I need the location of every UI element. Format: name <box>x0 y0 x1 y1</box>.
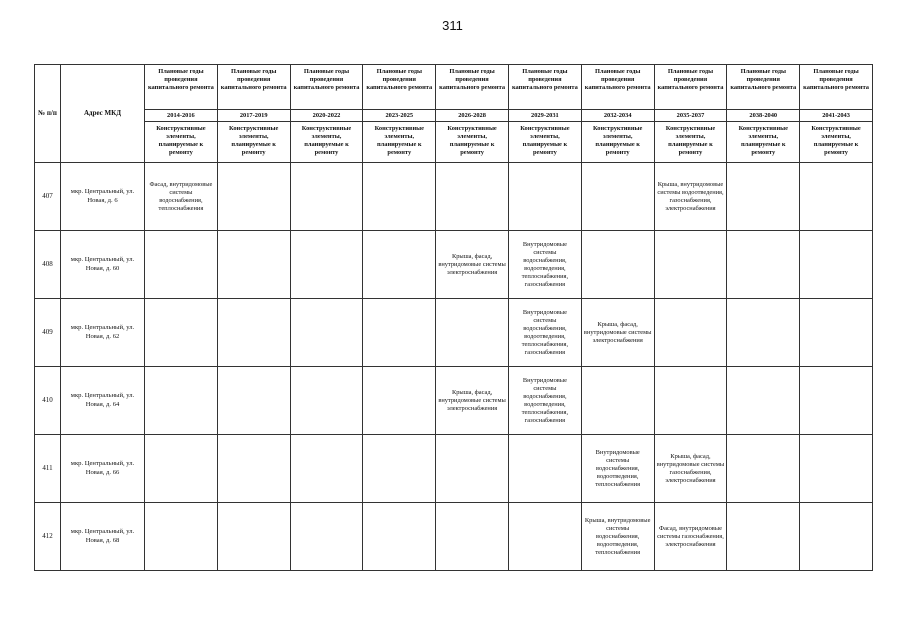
repair-elements-cell: Крыша, фасад, внутридомовые системы электроснабжения <box>436 231 509 299</box>
repair-elements-cell <box>508 435 581 503</box>
repair-elements-cell: Фасад, внутридомовые системы газоснабжения, электроснабжения <box>654 503 727 571</box>
repair-elements-cell <box>363 299 436 367</box>
period-years-cell: 2026-2028 <box>436 110 509 122</box>
repair-elements-cell <box>290 163 363 231</box>
period-years-cell: 2038-2040 <box>727 110 800 122</box>
repair-elements-cell <box>800 503 873 571</box>
repair-elements-cell <box>508 503 581 571</box>
header-row-number: № п/п <box>35 65 61 163</box>
address-cell: мкр. Центральный, ул. Новая, д. 60 <box>61 231 145 299</box>
repair-elements-cell <box>290 503 363 571</box>
repair-elements-cell <box>217 163 290 231</box>
repair-elements-cell <box>363 367 436 435</box>
period-title-cell: Плановые годы проведения капитального ремонта <box>581 65 654 110</box>
repair-elements-cell <box>436 299 509 367</box>
repair-elements-cell <box>145 367 218 435</box>
repair-elements-cell <box>145 503 218 571</box>
repair-elements-cell: Внутридомовые системы водоснабжения, водоотведения, теплоснабжения, газоснабжения <box>508 367 581 435</box>
table-row <box>35 503 873 571</box>
period-years-cell: 2017-2019 <box>217 110 290 122</box>
repair-elements-cell <box>654 367 727 435</box>
table-row <box>35 231 873 299</box>
repair-elements-cell <box>727 435 800 503</box>
repair-elements-cell <box>290 367 363 435</box>
repair-elements-cell: Крыша, внутридомовые системы водоснабжения, водоотведения, теплоснабжения <box>581 503 654 571</box>
period-title-cell: Плановые годы проведения капитального ремонта <box>290 65 363 110</box>
header-elements-row <box>35 122 873 163</box>
period-elements-cell: Конструктивные элементы, планируемые к ремонту <box>508 122 581 163</box>
period-title-cell: Плановые годы проведения капитального ремонта <box>508 65 581 110</box>
repair-elements-cell <box>800 435 873 503</box>
repair-elements-cell <box>217 299 290 367</box>
row-number-cell: 411 <box>35 435 61 503</box>
period-elements-cell: Конструктивные элементы, планируемые к ремонту <box>654 122 727 163</box>
row-number-cell: 409 <box>35 299 61 367</box>
period-years-cell: 2032-2034 <box>581 110 654 122</box>
repair-elements-cell <box>217 367 290 435</box>
period-elements-cell: Конструктивные элементы, планируемые к ремонту <box>727 122 800 163</box>
repair-elements-cell <box>145 231 218 299</box>
period-title-cell: Плановые годы проведения капитального ремонта <box>363 65 436 110</box>
repair-elements-cell <box>800 299 873 367</box>
repair-elements-cell <box>217 503 290 571</box>
address-cell: мкр. Центральный, ул. Новая, д. 6 <box>61 163 145 231</box>
period-elements-cell: Конструктивные элементы, планируемые к ремонту <box>217 122 290 163</box>
repair-elements-cell: Внутридомовые системы водоснабжения, водоотведения, теплоснабжения <box>581 435 654 503</box>
repair-elements-cell <box>581 231 654 299</box>
address-cell: мкр. Центральный, ул. Новая, д. 62 <box>61 299 145 367</box>
row-number-cell: 407 <box>35 163 61 231</box>
repair-elements-cell: Фасад, внутридомовые системы водоснабжения, теплоснабжения <box>145 163 218 231</box>
repair-elements-cell <box>290 435 363 503</box>
period-title-cell: Плановые годы проведения капитального ремонта <box>217 65 290 110</box>
repair-elements-cell <box>800 163 873 231</box>
address-cell: мкр. Центральный, ул. Новая, д. 66 <box>61 435 145 503</box>
repair-elements-cell <box>363 163 436 231</box>
period-years-cell: 2029-2031 <box>508 110 581 122</box>
repair-elements-cell <box>436 503 509 571</box>
repair-elements-cell <box>727 299 800 367</box>
row-number-cell: 410 <box>35 367 61 435</box>
repair-elements-cell <box>217 231 290 299</box>
repair-elements-cell <box>436 163 509 231</box>
period-title-cell: Плановые годы проведения капитального ремонта <box>654 65 727 110</box>
period-years-cell: 2023-2025 <box>363 110 436 122</box>
repair-elements-cell <box>581 367 654 435</box>
table-row <box>35 367 873 435</box>
repair-elements-cell: Крыша, внутридомовые системы водоотведения, газоснабжения, электроснабжения <box>654 163 727 231</box>
repair-elements-cell <box>800 367 873 435</box>
period-elements-cell: Конструктивные элементы, планируемые к ремонту <box>436 122 509 163</box>
period-elements-cell: Конструктивные элементы, планируемые к ремонту <box>581 122 654 163</box>
row-number-cell: 412 <box>35 503 61 571</box>
repair-elements-cell <box>363 231 436 299</box>
period-title-cell: Плановые годы проведения капитального ремонта <box>800 65 873 110</box>
period-years-cell: 2041-2043 <box>800 110 873 122</box>
address-cell: мкр. Центральный, ул. Новая, д. 68 <box>61 503 145 571</box>
repair-schedule-table <box>34 64 873 571</box>
period-years-cell: 2035-2037 <box>654 110 727 122</box>
repair-elements-cell <box>436 435 509 503</box>
header-address: Адрес МКД <box>61 65 145 163</box>
repair-elements-cell <box>654 299 727 367</box>
header-years-row <box>35 110 873 122</box>
page-number: 311 <box>442 18 463 33</box>
period-elements-cell: Конструктивные элементы, планируемые к ремонту <box>800 122 873 163</box>
repair-elements-cell <box>217 435 290 503</box>
repair-elements-cell <box>727 503 800 571</box>
repair-elements-cell <box>145 435 218 503</box>
repair-elements-cell <box>727 163 800 231</box>
period-title-cell: Плановые годы проведения капитального ремонта <box>145 65 218 110</box>
repair-elements-cell <box>508 163 581 231</box>
table-row <box>35 299 873 367</box>
period-elements-cell: Конструктивные элементы, планируемые к ремонту <box>290 122 363 163</box>
repair-elements-cell: Крыша, фасад, внутридомовые системы газоснабжения, электроснабжения <box>654 435 727 503</box>
repair-elements-cell <box>145 299 218 367</box>
header-period-row <box>35 65 873 110</box>
row-number-cell: 408 <box>35 231 61 299</box>
period-title-cell: Плановые годы проведения капитального ремонта <box>436 65 509 110</box>
repair-elements-cell: Внутридомовые системы водоснабжения, водоотведения, теплоснабжения, газоснабжения <box>508 299 581 367</box>
repair-elements-cell <box>654 231 727 299</box>
address-cell: мкр. Центральный, ул. Новая, д. 64 <box>61 367 145 435</box>
repair-elements-cell <box>800 231 873 299</box>
period-elements-cell: Конструктивные элементы, планируемые к ремонту <box>363 122 436 163</box>
repair-elements-cell <box>727 231 800 299</box>
repair-elements-cell <box>363 503 436 571</box>
repair-elements-cell: Внутридомовые системы водоснабжения, водоотведения, теплоснабжения, газоснабжения <box>508 231 581 299</box>
repair-elements-cell: Крыша, фасад, внутридомовые системы электроснабжения <box>436 367 509 435</box>
period-years-cell: 2020-2022 <box>290 110 363 122</box>
repair-elements-cell <box>290 299 363 367</box>
repair-elements-cell <box>363 435 436 503</box>
repair-elements-cell: Крыша, фасад, внутридомовые системы электроснабжения <box>581 299 654 367</box>
repair-elements-cell <box>727 367 800 435</box>
period-elements-cell: Конструктивные элементы, планируемые к ремонту <box>145 122 218 163</box>
table-row <box>35 435 873 503</box>
table-body <box>35 163 873 571</box>
period-years-cell: 2014-2016 <box>145 110 218 122</box>
repair-elements-cell <box>290 231 363 299</box>
repair-elements-cell <box>581 163 654 231</box>
table-row <box>35 163 873 231</box>
period-title-cell: Плановые годы проведения капитального ремонта <box>727 65 800 110</box>
